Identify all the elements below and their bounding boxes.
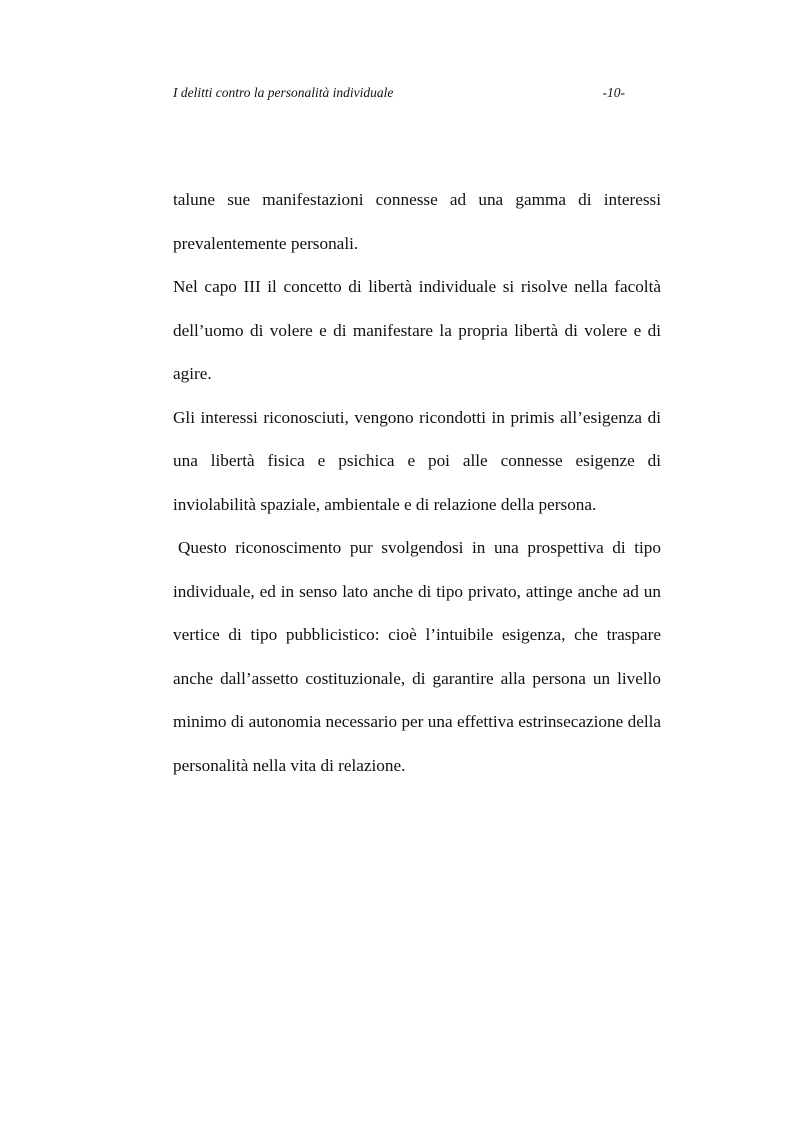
header-title: I delitti contro la personalità individuale: [173, 85, 394, 100]
running-header: [173, 84, 625, 102]
body-text: [173, 178, 661, 787]
paragraph: talune sue manifestazioni connesse ad una gamma di interessi prevalentemente personali.: [173, 190, 661, 253]
paragraph: Nel capo III il concetto di libertà individuale si risolve nella facoltà dell’uomo di volere e di manifestare la propria libertà di volere e di agire.: [173, 277, 661, 383]
page-number: -10-: [602, 85, 625, 100]
paragraph: Gli interessi riconosciuti, vengono ricondotti in primis all’esigenza di una libertà fisica e psichica e poi alle connesse esigenze di inviolabilità spaziale, ambientale e di relazione della persona.: [173, 407, 661, 514]
paragraph: Questo riconoscimento pur svolgendosi in una prospettiva di tipo individuale, ed in senso lato anche di tipo privato, attinge anche ad un vertice di tipo pubblicistico: cioè l’intuibile esigenza, che traspare anche dall’assetto costituzionale, di garantire alla persona un livello minimo di autonomia necessario per una effettiva estrinsecazione della personalità nella vita di relazione.: [173, 538, 661, 775]
